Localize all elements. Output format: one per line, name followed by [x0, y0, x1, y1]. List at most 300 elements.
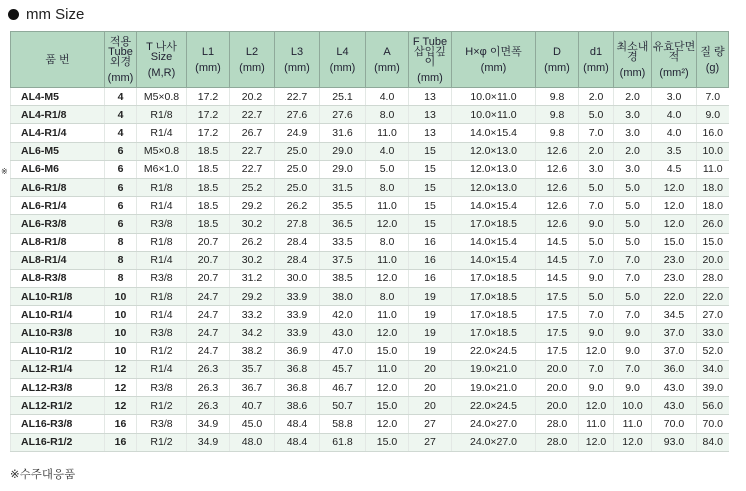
- part-number-cell: AL12-R1/2: [11, 397, 105, 415]
- table-cell: 48.4: [275, 415, 320, 433]
- table-cell: 24.7: [187, 324, 230, 342]
- table-cell: 5.0: [579, 178, 614, 196]
- table-cell: 7.0: [697, 88, 729, 106]
- table-cell: 16: [105, 415, 137, 433]
- table-cell: 7.0: [614, 269, 652, 287]
- table-cell: 12: [105, 379, 137, 397]
- table-cell: 20.0: [697, 251, 729, 269]
- table-cell: 7.0: [579, 124, 614, 142]
- column-header-label: 질 량: [700, 45, 725, 58]
- table-cell: 12: [105, 397, 137, 415]
- table-cell: 14.0×15.4: [452, 233, 536, 251]
- table-cell: 17.0×18.5: [452, 288, 536, 306]
- column-header: [697, 32, 729, 88]
- part-number-cell: AL4-R1/4: [11, 124, 105, 142]
- spec-table: [10, 31, 729, 452]
- table-cell: 30.2: [230, 251, 275, 269]
- table-cell: 12.0: [366, 379, 409, 397]
- column-header-label: 최소내경: [616, 40, 649, 63]
- table-cell: 3.0: [652, 88, 697, 106]
- table-cell: 19.0×21.0: [452, 379, 536, 397]
- table-cell: 6: [105, 197, 137, 215]
- part-number-cell: AL4-R1/8: [11, 106, 105, 124]
- table-cell: 22.7: [275, 88, 320, 106]
- table-cell: 4: [105, 124, 137, 142]
- table-cell: 20: [409, 379, 452, 397]
- table-cell: 12.0: [366, 415, 409, 433]
- table-cell: 5.0: [614, 178, 652, 196]
- table-cell: 20: [409, 397, 452, 415]
- table-cell: 12.0: [652, 215, 697, 233]
- table-cell: 5.0: [614, 215, 652, 233]
- table-cell: R1/8: [137, 288, 187, 306]
- table-cell: 12.0: [579, 433, 614, 451]
- table-cell: 48.4: [275, 433, 320, 451]
- table-cell: 6: [105, 142, 137, 160]
- column-header: [652, 32, 697, 88]
- part-number-cell: AL4-M5: [11, 88, 105, 106]
- table-cell: 33.9: [275, 324, 320, 342]
- table-cell: 27.8: [275, 215, 320, 233]
- table-cell: 45.7: [320, 360, 366, 378]
- column-header-label: L1: [201, 45, 215, 58]
- table-cell: 13: [409, 124, 452, 142]
- table-cell: 36.8: [275, 360, 320, 378]
- table-cell: 38.0: [320, 288, 366, 306]
- table-cell: 18.5: [187, 197, 230, 215]
- table-cell: 6: [105, 178, 137, 196]
- table-cell: 6: [105, 215, 137, 233]
- table-cell: 4.0: [366, 142, 409, 160]
- table-cell: 14.5: [536, 251, 579, 269]
- column-header-unit: (mm): [195, 61, 221, 74]
- table-cell: 24.7: [187, 306, 230, 324]
- table-cell: 42.0: [320, 306, 366, 324]
- table-cell: 15.0: [366, 433, 409, 451]
- table-cell: 36.9: [275, 342, 320, 360]
- table-cell: 20.7: [187, 269, 230, 287]
- table-cell: 4.5: [652, 160, 697, 178]
- table-cell: 12.0×13.0: [452, 160, 536, 178]
- table-cell: 20.7: [187, 233, 230, 251]
- table-cell: 45.0: [230, 415, 275, 433]
- table-row: [11, 415, 729, 433]
- column-header: [275, 32, 320, 88]
- table-cell: 11.0: [366, 306, 409, 324]
- table-cell: 12.6: [536, 215, 579, 233]
- table-cell: 16: [409, 233, 452, 251]
- part-number-cell: AL8-R3/8: [11, 269, 105, 287]
- table-cell: 22.7: [230, 160, 275, 178]
- table-cell: 10: [105, 306, 137, 324]
- table-cell: 16.0: [697, 124, 729, 142]
- table-cell: 20.0: [536, 397, 579, 415]
- column-header: [230, 32, 275, 88]
- table-cell: 5.0: [614, 197, 652, 215]
- table-cell: 25.0: [275, 160, 320, 178]
- table-cell: 11.0: [366, 124, 409, 142]
- table-cell: 9.0: [579, 324, 614, 342]
- table-cell: 17.0×18.5: [452, 306, 536, 324]
- table-cell: 15.0: [652, 233, 697, 251]
- table-cell: 2.0: [614, 142, 652, 160]
- table-cell: 15.0: [366, 397, 409, 415]
- header-row: [11, 32, 729, 88]
- table-cell: 17.2: [187, 106, 230, 124]
- table-cell: 7.0: [579, 197, 614, 215]
- table-cell: 31.2: [230, 269, 275, 287]
- table-cell: 19: [409, 288, 452, 306]
- table-cell: 9.8: [536, 106, 579, 124]
- table-cell: 12.0: [366, 215, 409, 233]
- table-cell: 15: [409, 160, 452, 178]
- table-cell: 37.0: [652, 342, 697, 360]
- table-cell: 26.3: [187, 360, 230, 378]
- table-cell: 14.5: [536, 233, 579, 251]
- table-cell: 70.0: [697, 415, 729, 433]
- part-number-cell: AL16-R3/8: [11, 415, 105, 433]
- table-cell: 47.0: [320, 342, 366, 360]
- column-header: [105, 32, 137, 88]
- table-cell: 36.7: [230, 379, 275, 397]
- table-cell: 4.0: [366, 88, 409, 106]
- table-cell: 31.5: [320, 178, 366, 196]
- table-cell: 19.0×21.0: [452, 360, 536, 378]
- table-cell: 25.1: [320, 88, 366, 106]
- table-cell: 9.0: [614, 342, 652, 360]
- part-number-cell: AL8-R1/4: [11, 251, 105, 269]
- table-cell: 8: [105, 251, 137, 269]
- column-header-unit: (M,R): [147, 66, 176, 79]
- table-cell: 12.0×13.0: [452, 142, 536, 160]
- part-number-cell: AL10-R1/2: [11, 342, 105, 360]
- table-cell: 5.0: [579, 288, 614, 306]
- table-cell: 5.0: [579, 233, 614, 251]
- table-cell: 30.2: [230, 215, 275, 233]
- table-cell: 8.0: [366, 106, 409, 124]
- table-cell: 28.4: [275, 233, 320, 251]
- table-cell: R1/4: [137, 197, 187, 215]
- column-header: [366, 32, 409, 88]
- table-cell: 3.0: [579, 160, 614, 178]
- table-cell: 15: [409, 215, 452, 233]
- column-header-unit: (mm): [480, 61, 507, 74]
- table-cell: 37.0: [652, 324, 697, 342]
- part-number-cell: AL10-R3/8: [11, 324, 105, 342]
- table-cell: 12.0: [366, 269, 409, 287]
- table-cell: 18.5: [187, 178, 230, 196]
- column-header-label: L2: [245, 45, 259, 58]
- part-number-cell: AL6-M5: [11, 142, 105, 160]
- table-cell: 50.7: [320, 397, 366, 415]
- column-header-unit: (mm): [374, 61, 400, 74]
- table-cell: 10.0: [697, 142, 729, 160]
- column-header-unit: (mm): [284, 61, 310, 74]
- column-header-label: H×φ 이면폭: [465, 45, 522, 58]
- table-cell: 17.5: [536, 324, 579, 342]
- table-cell: 10.0×11.0: [452, 88, 536, 106]
- table-cell: 18.5: [187, 142, 230, 160]
- table-cell: 33.9: [275, 288, 320, 306]
- table-cell: 19: [409, 342, 452, 360]
- table-cell: 26.0: [697, 215, 729, 233]
- table-cell: 15.0: [366, 342, 409, 360]
- table-cell: 12.0: [579, 342, 614, 360]
- table-cell: 26.3: [187, 397, 230, 415]
- table-cell: 39.0: [697, 379, 729, 397]
- made-to-order-mark: ※: [1, 167, 8, 176]
- table-cell: R1/2: [137, 397, 187, 415]
- table-cell: 8: [105, 233, 137, 251]
- table-cell: 15: [409, 197, 452, 215]
- table-cell: 10.0×11.0: [452, 106, 536, 124]
- table-cell: 5.0: [579, 106, 614, 124]
- column-header-unit: (mm): [544, 61, 570, 74]
- table-cell: 28.0: [536, 433, 579, 451]
- table-cell: 22.7: [230, 142, 275, 160]
- table-cell: 26.3: [187, 379, 230, 397]
- table-cell: 2.0: [579, 88, 614, 106]
- table-cell: 26.2: [275, 197, 320, 215]
- table-cell: 16: [105, 433, 137, 451]
- table-cell: 34.9: [187, 415, 230, 433]
- table-cell: 18.5: [187, 215, 230, 233]
- table-cell: 17.5: [536, 342, 579, 360]
- column-header-unit: (mm): [239, 61, 265, 74]
- table-cell: 9.0: [579, 379, 614, 397]
- table-cell: 34.0: [697, 360, 729, 378]
- table-cell: 31.6: [320, 124, 366, 142]
- table-cell: 9.0: [697, 106, 729, 124]
- part-number-cell: AL6-M6: [11, 160, 105, 178]
- table-cell: 58.8: [320, 415, 366, 433]
- table-cell: 34.9: [187, 433, 230, 451]
- table-cell: 27: [409, 415, 452, 433]
- table-cell: 16: [409, 269, 452, 287]
- table-cell: 14.5: [536, 269, 579, 287]
- table-cell: 33.9: [275, 306, 320, 324]
- table-cell: 3.0: [614, 124, 652, 142]
- table-cell: 9.0: [579, 269, 614, 287]
- table-cell: 18.0: [697, 178, 729, 196]
- table-cell: 17.0×18.5: [452, 215, 536, 233]
- table-cell: 38.2: [230, 342, 275, 360]
- table-cell: 84.0: [697, 433, 729, 451]
- table-row: [11, 306, 729, 324]
- table-row: [11, 160, 729, 178]
- column-header: [452, 32, 536, 88]
- table-cell: 28.0: [536, 415, 579, 433]
- table-cell: 14.0×15.4: [452, 197, 536, 215]
- table-cell: 4: [105, 106, 137, 124]
- column-header-unit: (mm): [583, 61, 609, 74]
- table-cell: 11.0: [366, 360, 409, 378]
- table-cell: 7.0: [614, 360, 652, 378]
- table-cell: 2.0: [614, 88, 652, 106]
- table-cell: 7.0: [579, 251, 614, 269]
- table-row: [11, 360, 729, 378]
- table-row: [11, 397, 729, 415]
- part-number-cell: AL6-R1/8: [11, 178, 105, 196]
- column-header: [579, 32, 614, 88]
- table-cell: R3/8: [137, 269, 187, 287]
- table-cell: 34.2: [230, 324, 275, 342]
- table-cell: 13: [409, 88, 452, 106]
- table-cell: 20.2: [230, 88, 275, 106]
- table-cell: 16: [409, 251, 452, 269]
- table-cell: 15: [409, 142, 452, 160]
- table-cell: 6: [105, 160, 137, 178]
- table-cell: 22.0: [652, 288, 697, 306]
- table-cell: 5.0: [366, 160, 409, 178]
- table-row: [11, 433, 729, 451]
- table-cell: 24.0×27.0: [452, 433, 536, 451]
- table-cell: 12.0: [579, 397, 614, 415]
- table-cell: 10: [105, 324, 137, 342]
- table-cell: 17.0×18.5: [452, 324, 536, 342]
- column-header: [614, 32, 652, 88]
- table-cell: 10: [105, 288, 137, 306]
- table-cell: 29.2: [230, 197, 275, 215]
- table-cell: R3/8: [137, 415, 187, 433]
- table-cell: 28.0: [697, 269, 729, 287]
- table-cell: 3.0: [614, 106, 652, 124]
- table-cell: 23.0: [652, 251, 697, 269]
- table-cell: 9.0: [614, 379, 652, 397]
- table-cell: 35.7: [230, 360, 275, 378]
- table-cell: 11.0: [697, 160, 729, 178]
- table-cell: 26.7: [230, 124, 275, 142]
- table-cell: R3/8: [137, 215, 187, 233]
- table-cell: 14.0×15.4: [452, 251, 536, 269]
- table-cell: M5×0.8: [137, 88, 187, 106]
- table-cell: 34.5: [652, 306, 697, 324]
- table-cell: 19: [409, 306, 452, 324]
- table-cell: 12.0: [366, 324, 409, 342]
- table-cell: 28.4: [275, 251, 320, 269]
- table-cell: 9.8: [536, 124, 579, 142]
- column-header-label: 품 번: [45, 53, 70, 66]
- table-cell: 20.0: [536, 360, 579, 378]
- column-header: [409, 32, 452, 88]
- column-header-unit: (mm): [417, 71, 443, 84]
- column-header-label: A: [383, 45, 391, 58]
- table-cell: 70.0: [652, 415, 697, 433]
- table-cell: 22.0: [697, 288, 729, 306]
- table-cell: 35.5: [320, 197, 366, 215]
- table-cell: 37.5: [320, 251, 366, 269]
- table-cell: 12.0×13.0: [452, 178, 536, 196]
- column-header: [187, 32, 230, 88]
- table-cell: 12.0: [614, 433, 652, 451]
- column-header: [11, 32, 105, 88]
- table-body: [11, 88, 729, 452]
- table-cell: 22.0×24.5: [452, 397, 536, 415]
- footnote: ※수주대응품: [10, 469, 76, 481]
- table-cell: 5.0: [614, 233, 652, 251]
- table-cell: 52.0: [697, 342, 729, 360]
- part-number-cell: AL12-R3/8: [11, 379, 105, 397]
- table-cell: M6×1.0: [137, 160, 187, 178]
- part-number-cell: AL10-R1/4: [11, 306, 105, 324]
- table-row: [11, 288, 729, 306]
- column-header: [536, 32, 579, 88]
- part-number-cell: AL8-R1/8: [11, 233, 105, 251]
- column-header: [137, 32, 187, 88]
- table-cell: 56.0: [697, 397, 729, 415]
- column-header-label: F Tube 삽입깊이: [412, 35, 448, 68]
- table-cell: 25.0: [275, 178, 320, 196]
- table-cell: 7.0: [614, 306, 652, 324]
- table-cell: 8.0: [366, 233, 409, 251]
- table-cell: 24.7: [187, 342, 230, 360]
- table-cell: 22.0×24.5: [452, 342, 536, 360]
- table-cell: 36.5: [320, 215, 366, 233]
- table-cell: 12.0: [652, 197, 697, 215]
- table-cell: 33.0: [697, 324, 729, 342]
- table-row: [11, 251, 729, 269]
- table-cell: 2.0: [579, 142, 614, 160]
- table-row: [11, 324, 729, 342]
- table-cell: 4: [105, 88, 137, 106]
- part-number-cell: AL6-R1/4: [11, 197, 105, 215]
- table-cell: 20: [409, 360, 452, 378]
- table-row: [11, 269, 729, 287]
- table-cell: 12.6: [536, 197, 579, 215]
- table-cell: R1/4: [137, 306, 187, 324]
- table-row: [11, 88, 729, 106]
- table-cell: 43.0: [652, 397, 697, 415]
- table-cell: 3.5: [652, 142, 697, 160]
- table-cell: 27.6: [275, 106, 320, 124]
- table-row: [11, 215, 729, 233]
- table-cell: 43.0: [320, 324, 366, 342]
- table-cell: 9.0: [579, 215, 614, 233]
- table-cell: 17.2: [187, 124, 230, 142]
- table-row: [11, 197, 729, 215]
- table-cell: R3/8: [137, 324, 187, 342]
- table-cell: 10.0: [614, 397, 652, 415]
- table-cell: 7.0: [579, 306, 614, 324]
- table-cell: 22.7: [230, 106, 275, 124]
- table-cell: 38.6: [275, 397, 320, 415]
- table-cell: 15: [409, 178, 452, 196]
- table-cell: 17.5: [536, 306, 579, 324]
- table-cell: 43.0: [652, 379, 697, 397]
- table-cell: 25.0: [275, 142, 320, 160]
- table-cell: 20.0: [536, 379, 579, 397]
- table-cell: 12.0: [652, 178, 697, 196]
- table-cell: 4.0: [652, 124, 697, 142]
- table-cell: 14.0×15.4: [452, 124, 536, 142]
- table-cell: 11.0: [366, 197, 409, 215]
- table-cell: 46.7: [320, 379, 366, 397]
- table-cell: 11.0: [614, 415, 652, 433]
- table-cell: 29.0: [320, 160, 366, 178]
- table-cell: 18.0: [697, 197, 729, 215]
- table-cell: 24.7: [187, 288, 230, 306]
- table-cell: 20.7: [187, 251, 230, 269]
- table-cell: M5×0.8: [137, 142, 187, 160]
- table-cell: 11.0: [579, 415, 614, 433]
- table-cell: 40.7: [230, 397, 275, 415]
- table-cell: 29.0: [320, 142, 366, 160]
- table-cell: 33.5: [320, 233, 366, 251]
- table-cell: 9.0: [614, 324, 652, 342]
- table-cell: 12.6: [536, 142, 579, 160]
- table-cell: 7.0: [579, 360, 614, 378]
- table-cell: 25.2: [230, 178, 275, 196]
